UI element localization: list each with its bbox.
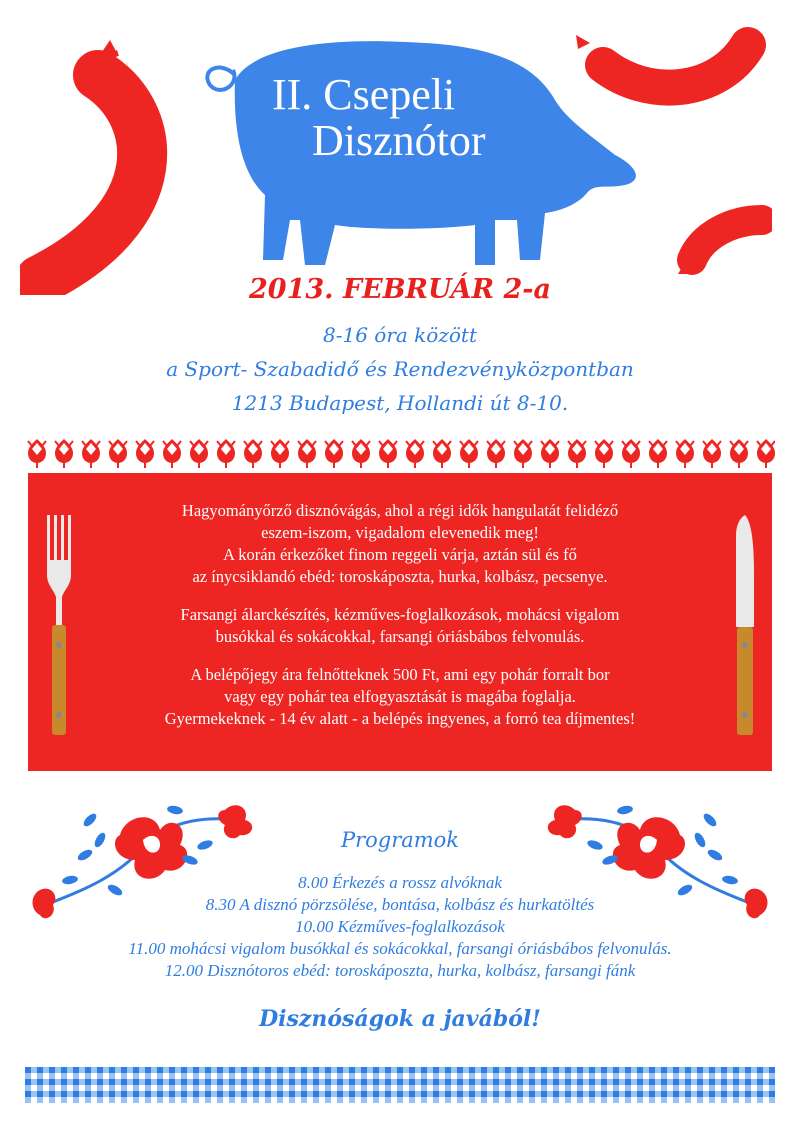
knife-icon [734,515,756,737]
description-paragraph-1: Hagyományőrző disznóvágás, ahol a régi idők hangulatát felidéző eszem-iszom, vigadalom elevenedik meg! A korán érkezőket finom reggeli várja, aztán sül és fő az ínycsiklandó ebéd: toroskáposzta, hurka, kolbász, pecsenye. [181,501,619,586]
sausage-icon-left [20,35,180,295]
title-line-2: Disznótor [312,116,486,165]
program-title: Programok [340,828,460,852]
venue-block [0,318,800,420]
tulip-icon [28,439,775,468]
gingham-border [25,1067,775,1103]
pig-title [268,72,568,164]
event-venue: a Sport- Szabadidő és Rendezvényközpontban [166,357,634,381]
fork-icon [44,515,74,737]
program-item: 12.00 Disznótoros ebéd: toroskáposzta, hurka, kolbász, farsangi fánk [164,961,636,980]
program-list [0,872,800,982]
description-text [90,500,710,730]
event-time: 8-16 óra között [323,323,477,347]
description-paragraph-2: Farsangi álarckészítés, kézműves-foglalkozások, mohácsi vigalom busókkal és sokácokkal, farsangi óriásbábos felvonulás. [180,605,620,646]
event-address: 1213 Budapest, Hollandi út 8-10. [231,391,569,415]
sausage-icon-right [672,190,772,280]
description-paragraph-3: A belépőjegy ára felnőtteknek 500 Ft, ami egy pohár forralt bor vagy egy pohár tea elfogyasztását is magába foglalja. Gyermekeknek - 14 év alatt - a belépés ingyenes, a forró tea díjmentes! [164,665,636,728]
title-line-1: II. Csepeli [272,70,456,119]
program-item: 8.00 Érkezés a rossz alvóknak [298,873,502,892]
program-item: 10.00 Kézműves-foglalkozások [295,917,505,936]
tulip-border [25,433,775,469]
slogan: Disznóságok a javából! [259,1006,541,1032]
program-item: 8.30 A disznó pörzsölése, bontása, kolbász és hurkatöltés [205,895,595,914]
program-item: 11.00 mohácsi vigalom busókkal és sokácokkal, farsangi óriásbábos felvonulás. [128,939,672,958]
event-date: 2013. FEBRUÁR 2-a [249,274,551,305]
